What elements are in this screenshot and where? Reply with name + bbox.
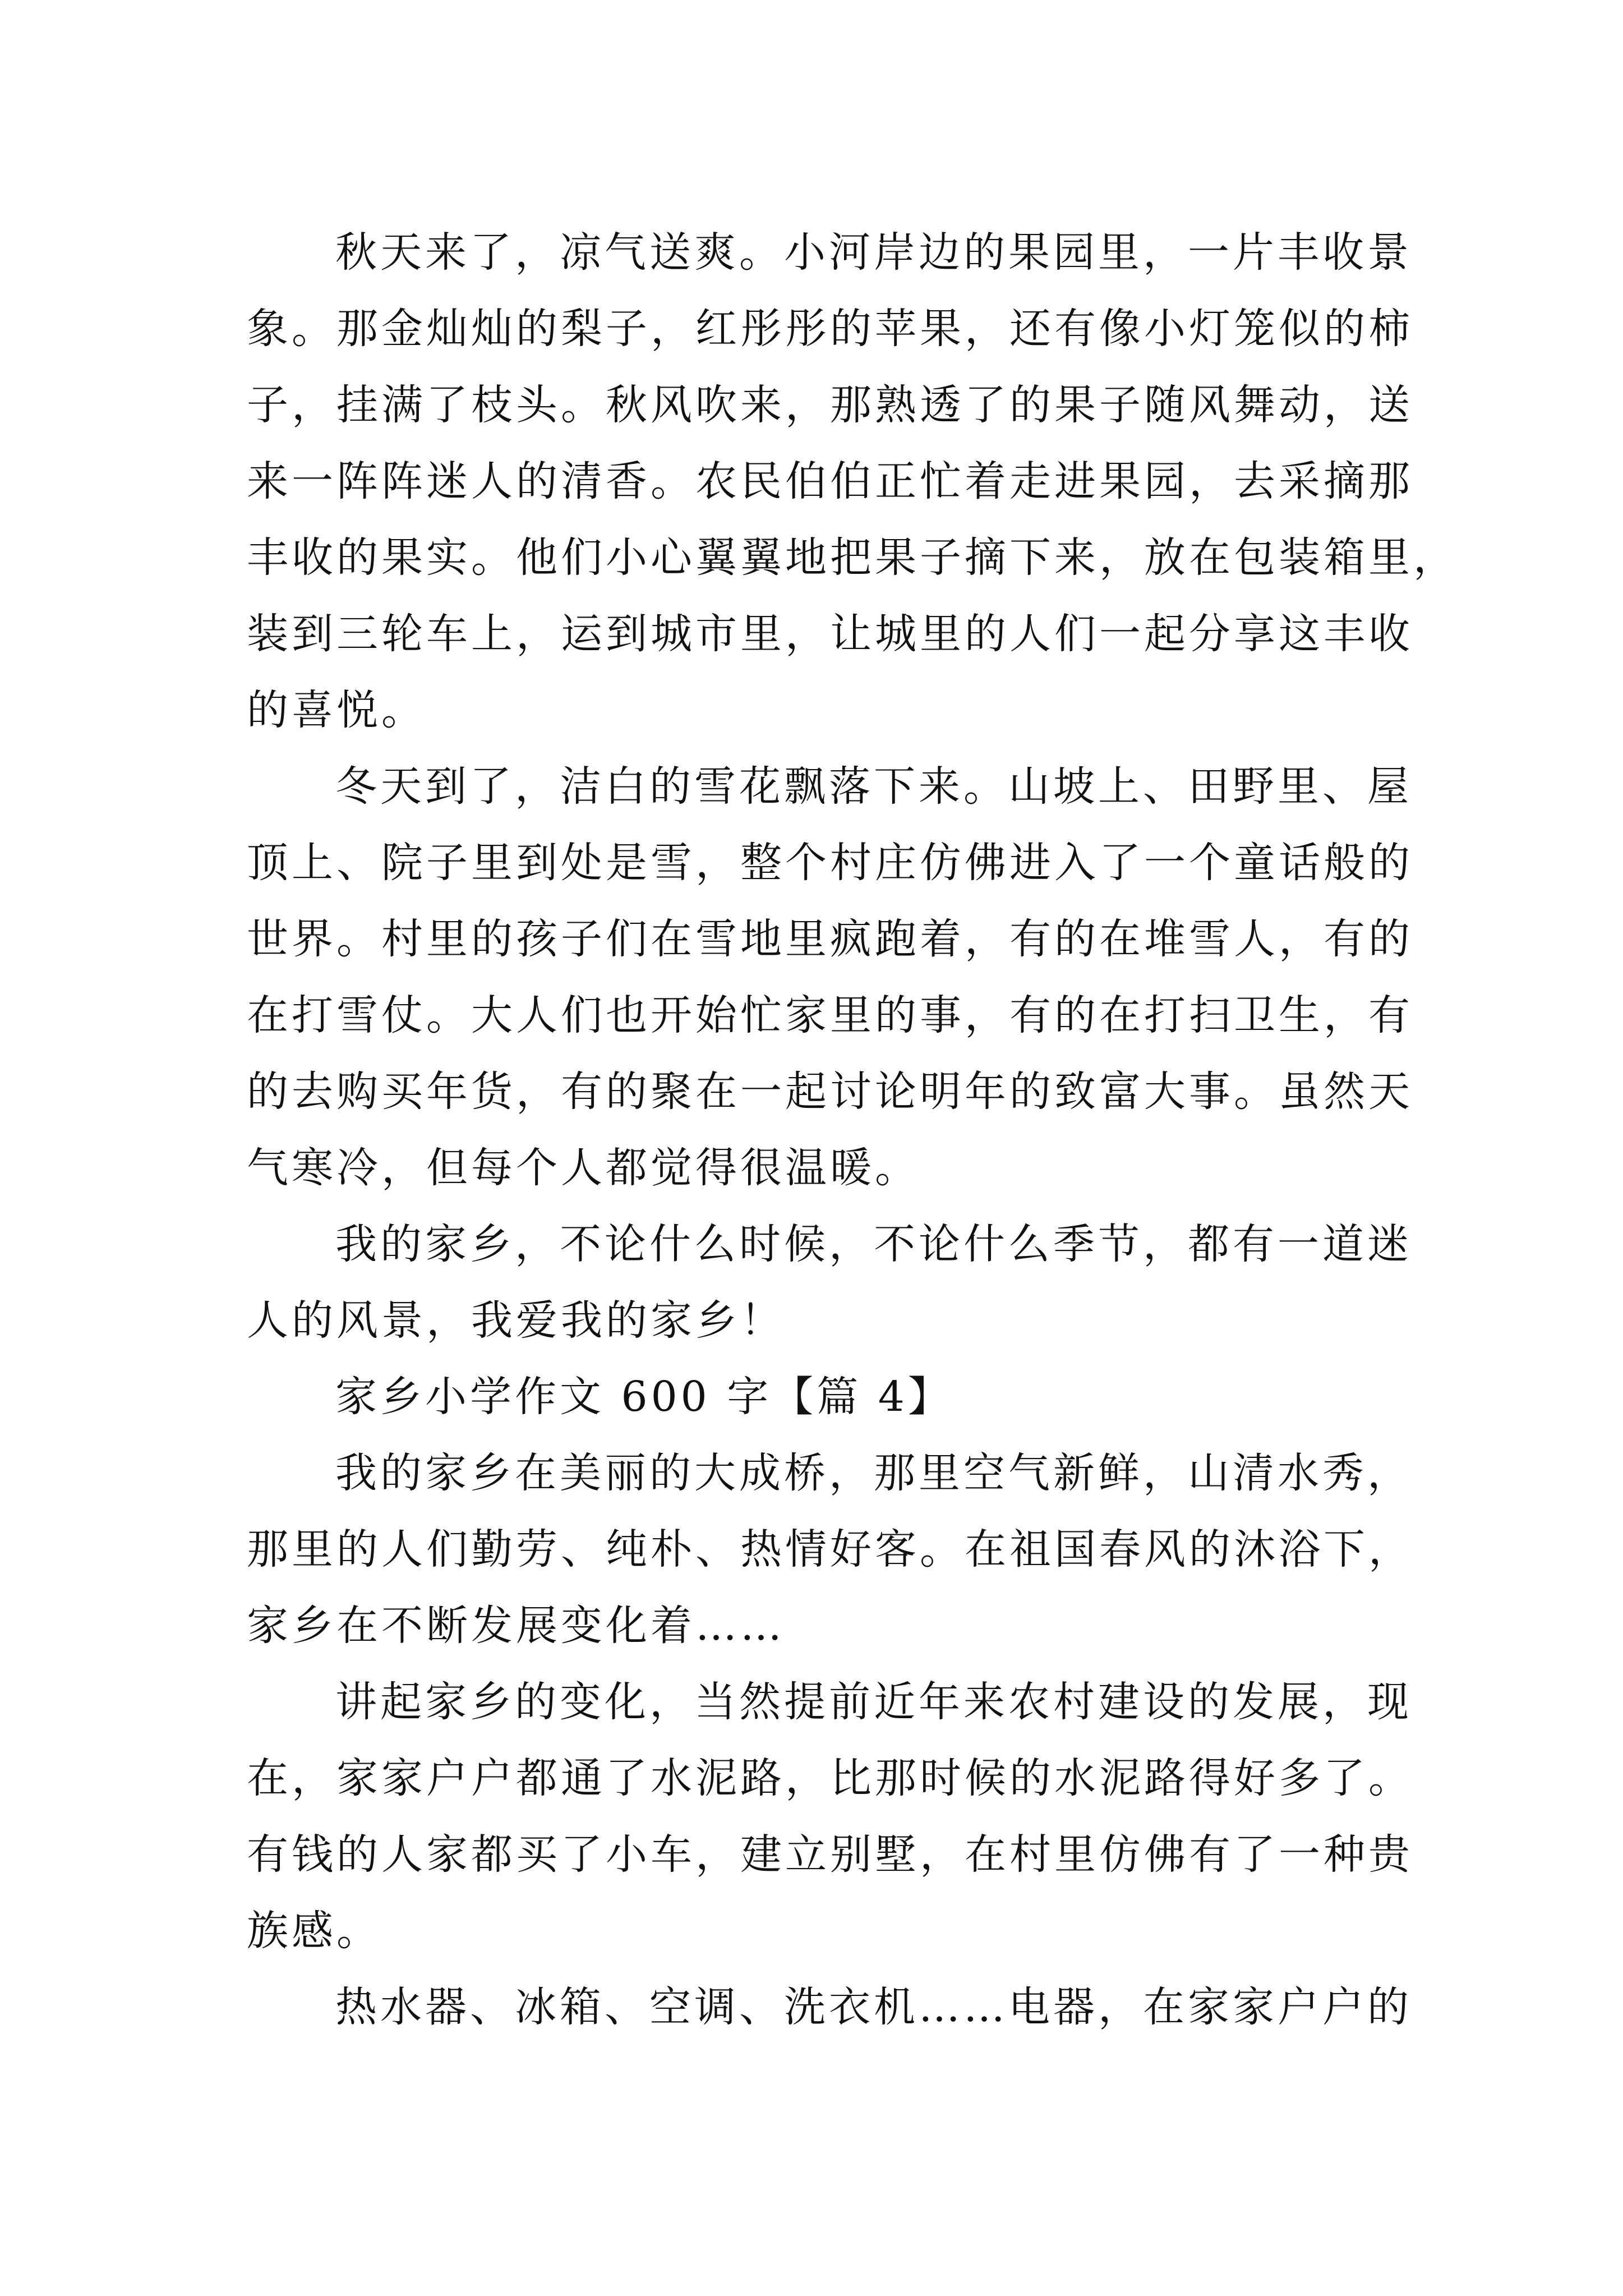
text-line: 来一阵阵迷人的清香。农民伯伯正忙着走进果园，去采摘那 [247,457,1413,505]
text-line: 讲起家乡的变化，当然提前近年来农村建设的发展，现 [335,1678,1412,1726]
text-line: 在，家家户户都通了水泥路，比那时候的水泥路得好多了。 [247,1754,1413,1802]
text-line: 人的风景，我爱我的家乡！ [247,1296,785,1345]
text-line: 我的家乡在美丽的大成桥，那里空气新鲜，山清水秀， [335,1449,1412,1497]
text-line: 冬天到了，洁白的雪花飘落下来。山坡上、田野里、屋 [335,762,1412,811]
text-line: 丰收的果实。他们小心翼翼地把果子摘下来，放在包装箱里， [247,533,1458,582]
text-line: 象。那金灿灿的梨子，红彤彤的苹果，还有像小灯笼似的柿 [247,305,1413,353]
text-line: 气寒冷，但每个人都觉得很温暖。 [247,1144,920,1192]
text-line: 的喜悦。 [247,686,426,734]
text-line: 在打雪仗。大人们也开始忙家里的事，有的在打扫卫生，有 [247,991,1413,1039]
document-body [247,214,1458,2045]
text-line: 秋天来了，凉气送爽。小河岸边的果园里，一片丰收景 [335,228,1412,277]
text-line: 热水器、冰箱、空调、洗衣机……电器，在家家户户的 [335,1983,1412,2031]
text-line: 家乡在不断发展变化着…… [247,1602,785,1650]
text-line: 子，挂满了枝头。秋风吹来，那熟透了的果子随风舞动，送 [247,381,1413,429]
text-line: 的去购买年货，有的聚在一起讨论明年的致富大事。虽然天 [247,1068,1413,1116]
text-line: 我的家乡，不论什么时候，不论什么季节，都有一道迷 [335,1220,1412,1268]
section-heading: 家乡小学作文 600 字【篇 4】 [335,1373,953,1421]
text-line: 世界。村里的孩子们在雪地里疯跑着，有的在堆雪人，有的 [247,915,1413,963]
text-line: 顶上、院子里到处是雪，整个村庄仿佛进入了一个童话般的 [247,839,1413,887]
text-line: 有钱的人家都买了小车，建立别墅，在村里仿佛有了一种贵 [247,1830,1413,1879]
text-line: 那里的人们勤劳、纯朴、热情好客。在祖国春风的沐浴下， [247,1525,1413,1573]
text-line: 族感。 [247,1907,381,1955]
text-line: 装到三轮车上，运到城市里，让城里的人们一起分享这丰收 [247,610,1413,658]
